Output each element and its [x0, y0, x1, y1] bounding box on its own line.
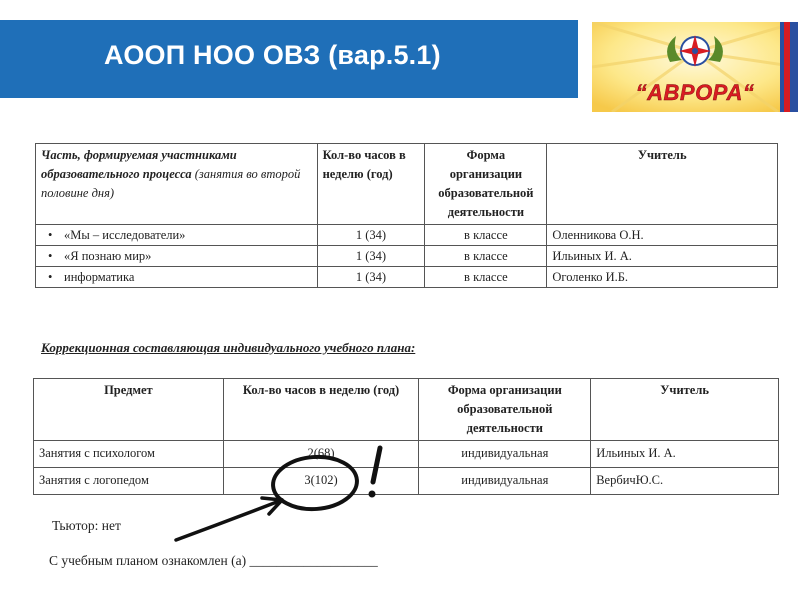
hours-cell: 1 (34)	[317, 225, 425, 246]
teacher-cell: ВербичЮ.С.	[591, 468, 779, 495]
subject-cell	[36, 267, 318, 288]
header-teacher: Учитель	[591, 379, 779, 441]
table-header-row	[34, 379, 779, 441]
teacher-cell: Ильиных И. А.	[591, 441, 779, 468]
subject-cell: Занятия с психологом	[34, 441, 224, 468]
table-row	[36, 267, 778, 288]
table-row	[36, 225, 778, 246]
table-row	[34, 468, 779, 495]
teacher-cell: Оленникова О.Н.	[547, 225, 778, 246]
header-hours: Кол-во часов в неделю (год)	[223, 379, 419, 441]
hours-cell: 3(102)	[223, 468, 419, 495]
subject-label: «Мы – исследователи»	[64, 228, 186, 242]
header-form: Форма организации образовательной деятельности	[419, 379, 591, 441]
subject-cell	[36, 246, 318, 267]
header-hours: Кол-во часов в неделю (год)	[317, 144, 425, 225]
teacher-cell: Оголенко И.Б.	[547, 267, 778, 288]
teacher-cell: Ильиных И. А.	[547, 246, 778, 267]
subject-cell	[36, 225, 318, 246]
form-cell: в классе	[425, 246, 547, 267]
correction-table	[33, 378, 779, 495]
slide-title: АООП НОО ОВЗ (вар.5.1)	[104, 40, 441, 70]
header-subject: Предмет	[34, 379, 224, 441]
form-cell: в классе	[425, 225, 547, 246]
bullet-icon: •	[48, 270, 53, 284]
extracurricular-table	[35, 143, 778, 288]
table-row	[36, 246, 778, 267]
acquainted-line: С учебным планом ознакомлен (а) ___________________	[49, 553, 378, 568]
hours-cell: 1 (34)	[317, 267, 425, 288]
logo-text: “АВРОРА“	[635, 80, 755, 105]
hours-cell: 1 (34)	[317, 246, 425, 267]
form-cell: в классе	[425, 267, 547, 288]
header-teacher: Учитель	[547, 144, 778, 225]
form-cell: индивидуальная	[419, 441, 591, 468]
header-part-bold: Часть, формируемая участниками образовательного процесса	[41, 148, 237, 181]
header-part	[36, 144, 318, 225]
subject-label: информатика	[64, 270, 135, 284]
form-cell: индивидуальная	[419, 468, 591, 495]
hours-cell: 2(68)	[223, 441, 419, 468]
subject-label: «Я познаю мир»	[64, 249, 152, 263]
table-row	[34, 441, 779, 468]
header-form: Форма организации образовательной деятельности	[425, 144, 547, 225]
bullet-icon: •	[48, 249, 53, 263]
aurora-logo	[592, 22, 798, 112]
table-header-row	[36, 144, 778, 225]
header-part-note: (занятия во второй половине дня)	[41, 167, 301, 200]
correction-subtitle: Коррекционная составляющая индивидуального учебного плана:	[41, 340, 416, 355]
subject-cell: Занятия с логопедом	[34, 468, 224, 495]
bullet-icon: •	[48, 228, 53, 242]
arrow-annotation-icon	[176, 498, 282, 540]
tutor-line: Тьютор: нет	[52, 518, 121, 533]
